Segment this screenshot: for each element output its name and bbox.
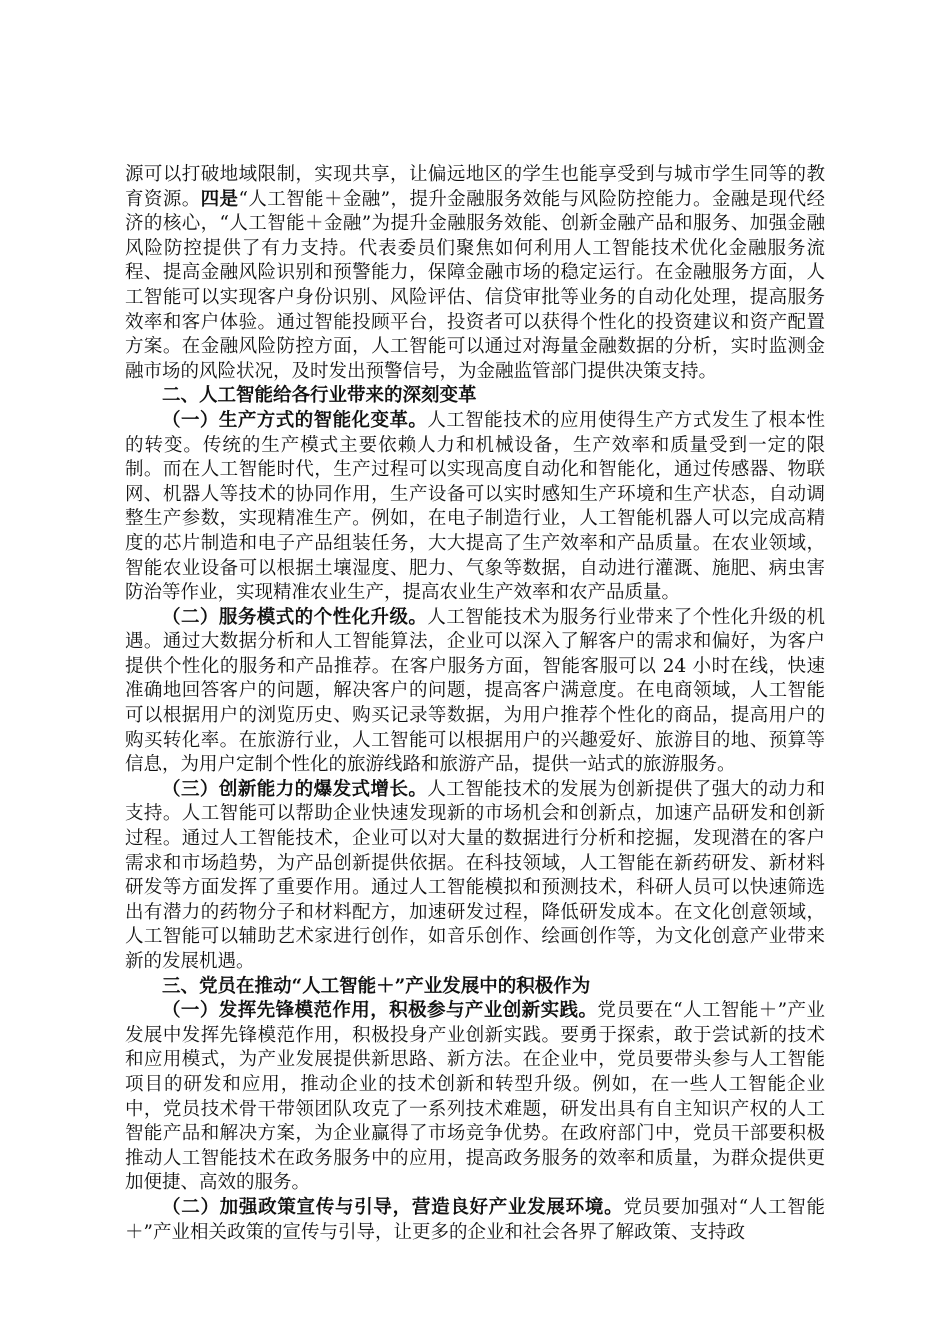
paragraph-text: 人工智能技术的发展为创新提供了强大的动力和支持。人工智能可以帮助企业快速发现新的市场机会和创新点，加速产品研发和创新过程。通过人工智能技术，企业可以对大量的数据进行分析和挖掘，发现潜在的客户需求和市场趋势，为产品创新提供依据。在科技领域，人工智能在新药研发、新材料研发等方面发挥了重要作用。通过人工智能模拟和预测技术，科研人员可以快速筛选出有潜力的药物分子和材料配方，加速研发过程，降低研发成本。在文化创意领域，人工智能可以辅助艺术家进行创作，如音乐创作、绘画创作等，为文化创意产业带来新的发展机遇。 (125, 778, 825, 972)
paragraph-bold-lead: 四是 (200, 188, 239, 210)
document-page (125, 163, 825, 1245)
section-heading-2: 二、人工智能给各行业带来的深刻变革 (162, 385, 477, 407)
paragraph-finance (125, 163, 825, 384)
paragraph-bold-lead: （三）创新能力的爆发式增长。 (162, 778, 428, 800)
paragraph-innovation (125, 778, 825, 975)
paragraph-bold-lead: （一）生产方式的智能化变革。 (162, 409, 428, 431)
paragraph-policy (125, 1196, 825, 1245)
paragraph-production (125, 409, 825, 606)
paragraph-text: 党员要加强对“人工智能＋”产业相关政策的宣传与引导，让更多的企业和社会各界了解政策、支持政 (125, 1196, 825, 1243)
paragraph-text: 人工智能技术的应用使得生产方式发生了根本性的转变。传统的生产模式主要依赖人力和机械设备，生产效率和质量受到一定的限制。而在人工智能时代，生产过程可以实现高度自动化和智能化，通过传感器、物联网、机器人等技术的协同作用，生产设备可以实时感知生产环境和生产状态，自动调整生产参数，实现精准生产。例如，在电子制造行业，人工智能机器人可以完成高精度的芯片制造和电子产品组装任务，大大提高了生产效率和产品质量。在农业领域，智能农业设备可以根据土壤湿度、肥力、气象等数据，自动进行灌溉、施肥、病虫害防治等作业，实现精准农业生产，提高农业生产效率和农产品质量。 (125, 409, 825, 604)
paragraph-text: 源可以打破地域限制，实现共享，让偏远地区的学生也能享受到与城市学生同等的教育资源。 (125, 164, 825, 210)
paragraph-bold-lead: （一）发挥先锋模范作用，积极参与产业创新实践。 (162, 1000, 598, 1022)
paragraph-service (125, 606, 825, 778)
paragraph-text: 人工智能技术为服务行业带来了个性化升级的机遇。通过大数据分析和人工智能算法，企业可以深入了解客户的需求和偏好，为客户提供个性化的服务和产品推荐。在客户服务方面，智能客服可以 24 小时在线，快速准确地回答客户的问题，解决客户的问题，提高客户满意度。在电商领域，人工智能可以根据用户的浏览历史、购买记录等数据，为用户推荐个性化的商品，提高用户的购买转化率。在旅游行业，人工智能可以根据用户的兴趣爱好、旅游目的地、预算等信息，为用户定制个性化的旅游线路和旅游产品，提供一站式的旅游服务。 (125, 606, 825, 776)
section-heading-3: 三、党员在推动“人工智能＋”产业发展中的积极作为 (162, 975, 591, 997)
paragraph-bold-lead: （二）加强政策宣传与引导，营造良好产业发展环境。 (162, 1196, 624, 1218)
paragraph-bold-lead: （二）服务模式的个性化升级。 (162, 606, 428, 628)
paragraph-text: “人工智能＋金融”，提升金融服务效能与风险防控能力。金融是现代经济的核心，“人工智能＋金融”为提升金融服务效能、创新金融产品和服务、加强金融风险防控提供了有力支持。代表委员们聚焦如何利用人工智能技术优化金融服务流程、提高金融风险识别和预警能力，保障金融市场的稳定运行。在金融服务方面，人工智能可以实现客户身份识别、风险评估、信贷审批等业务的自动化处理，提高服务效率和客户体验。通过智能投顾平台，投资者可以获得个性化的投资建议和资产配置方案。在金融风险防控方面，人工智能可以通过对海量金融数据的分析，实时监测金融市场的风险状况，及时发出预警信号，为金融监管部门提供决策支持。 (125, 188, 825, 382)
paragraph-vanguard (125, 999, 825, 1196)
paragraph-text: 党员要在“人工智能＋”产业发展中发挥先锋模范作用，积极投身产业创新实践。要勇于探索，敢于尝试新的技术和应用模式，为产业发展提供新思路、新方法。在企业中，党员要带头参与人工智能项目的研发和应用，推动企业的技术创新和转型升级。例如，在一些人工智能企业中，党员技术骨干带领团队攻克了一系列技术难题，研发出具有自主知识产权的人工智能产品和解决方案，为企业赢得了市场竞争优势。在政府部门中，党员干部要积极推动人工智能技术在政务服务中的应用，提高政务服务的效率和质量，为群众提供更加便捷、高效的服务。 (125, 1000, 825, 1194)
